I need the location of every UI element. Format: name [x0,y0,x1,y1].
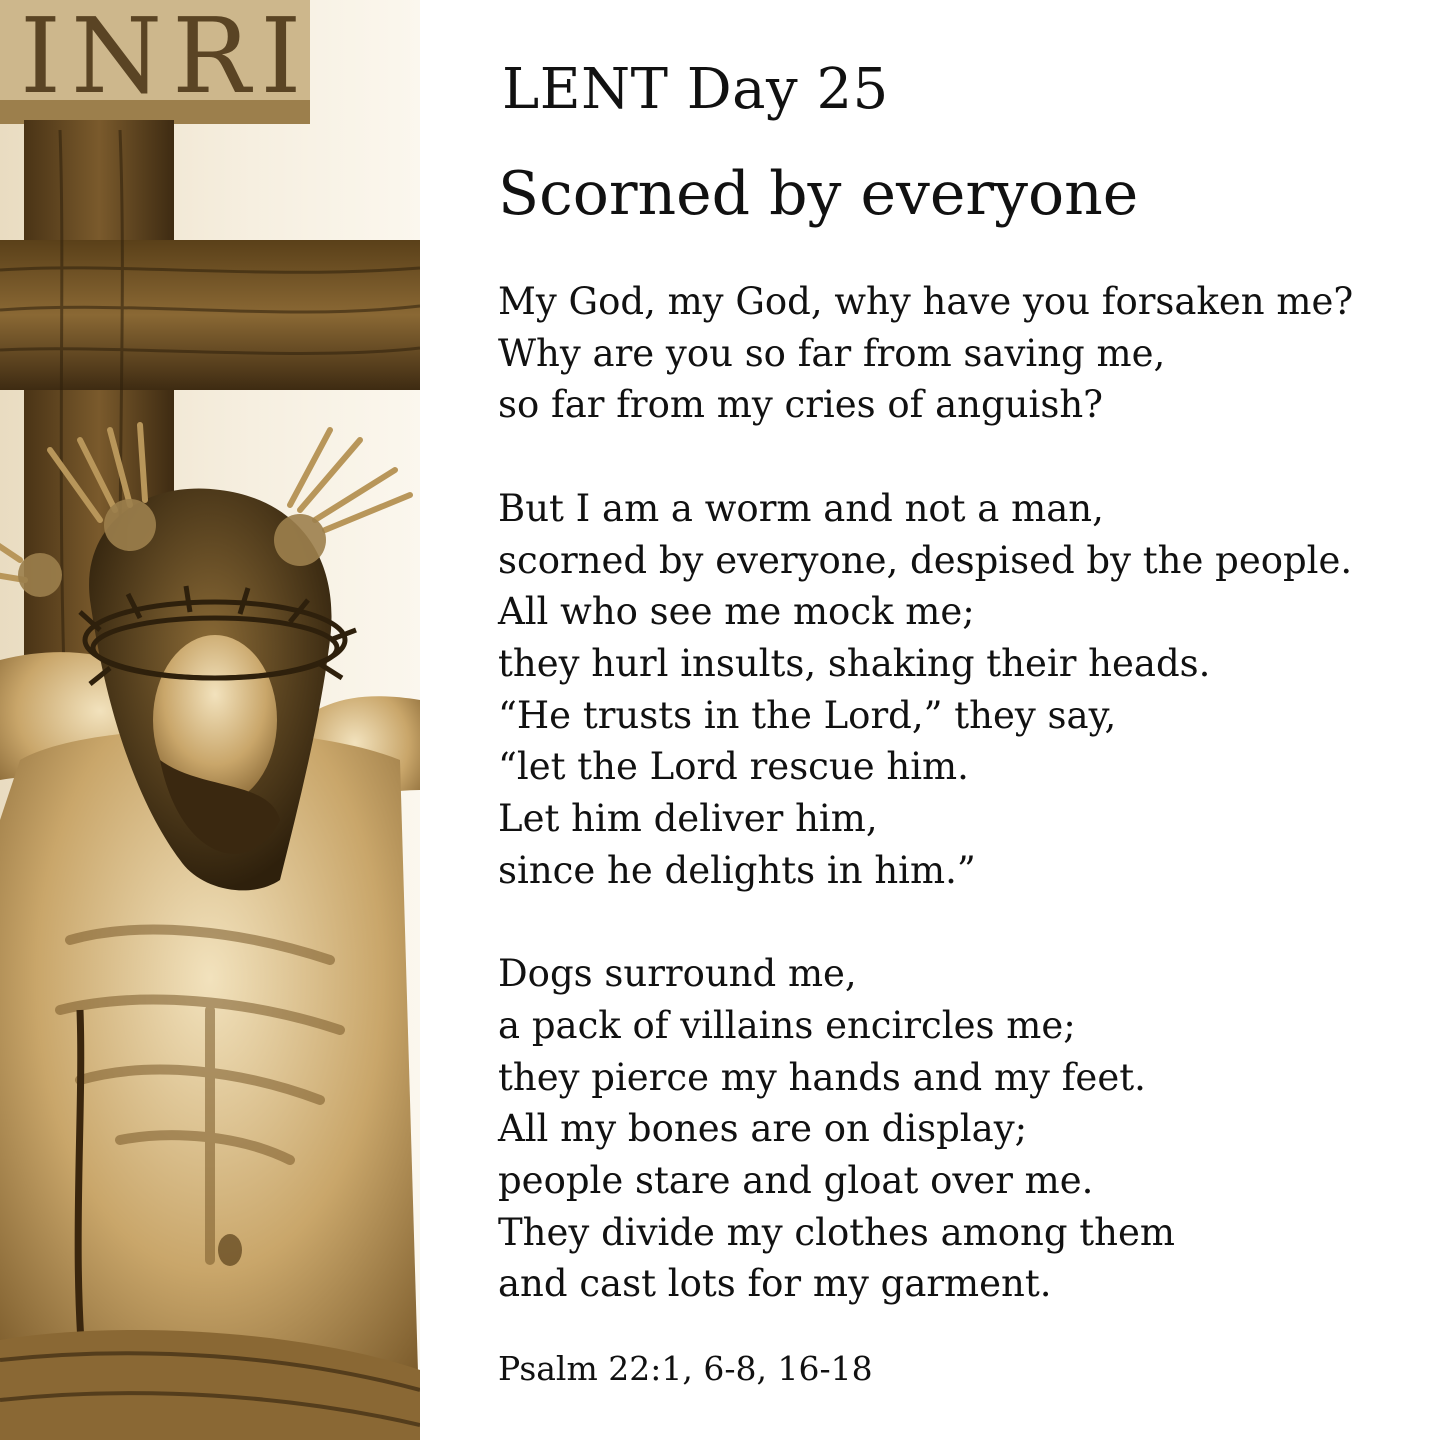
scripture-citation: Psalm 22:1, 6-8, 16-18 [498,1349,873,1388]
verse-line: a pack of villains encircles me; [498,1003,1076,1047]
verse-line: and cast lots for my garment. [498,1262,1052,1306]
page-subtitle: Scorned by everyone [498,159,1139,229]
stanza [498,483,1353,897]
verse-line: But I am a worm and not a man, [498,486,1104,530]
inri-sign [0,0,311,124]
verse-line: they hurl insults, shaking their heads. [498,641,1211,685]
verse-line: they pierce my hands and my feet. [498,1055,1146,1099]
verse-line: Why are you so far from saving me, [498,331,1166,375]
stanza [498,948,1353,1310]
verse-line: since he delights in him.” [498,848,976,892]
crucifix-photo [0,0,420,1440]
verse-line: people stare and gloat over me. [498,1158,1094,1202]
verse-line: All my bones are on display; [498,1107,1028,1151]
inri-sign-text: INRI [20,0,312,117]
stanza [498,276,1353,431]
verse-line: “let the Lord rescue him. [498,745,969,789]
verse-line: “He trusts in the Lord,” they say, [498,693,1117,737]
reading-panel [498,0,1398,1440]
verse-line: Dogs surround me, [498,952,857,996]
verse-line: Let him deliver him, [498,797,878,841]
verse-line: All who see me mock me; [498,590,975,634]
verse-line: scorned by everyone, despised by the people. [498,538,1353,582]
scripture-passage [498,276,1353,1362]
page-title: LENT Day 25 [502,57,889,122]
verse-line: They divide my clothes among them [498,1210,1175,1254]
verse-line: so far from my cries of anguish? [498,383,1103,427]
verse-line: My God, my God, why have you forsaken me? [498,280,1354,323]
crucifix-illustration [0,0,420,1440]
